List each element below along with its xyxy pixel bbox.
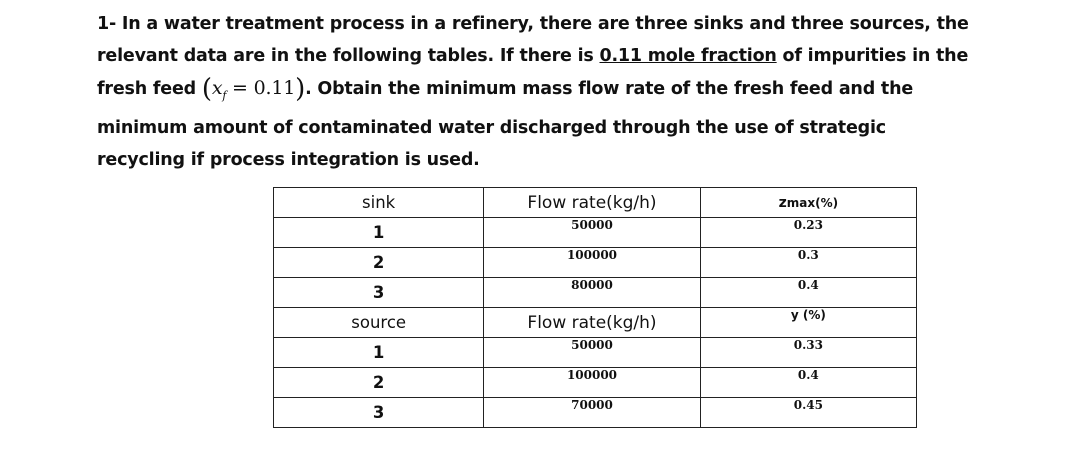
source-id: 1 <box>274 338 484 368</box>
sink-header-row <box>274 188 917 218</box>
sink-flow-header: Flow rate(kg/h) <box>484 188 700 218</box>
fresh-feed-formula: $(x_f = 0.11)$ <box>201 74 306 104</box>
formula-subscript: f <box>222 88 227 102</box>
problem-line-2-end: of impurities in the <box>776 46 969 66</box>
sink-zmax: 0.3 <box>700 248 916 278</box>
table-row <box>274 368 917 398</box>
problem-line-2-start: relevant data are in the following tables. If there is <box>97 46 600 66</box>
sink-flow: 100000 <box>484 248 700 278</box>
source-id: 2 <box>274 368 484 398</box>
sink-id: 2 <box>274 248 484 278</box>
sink-source-table <box>273 187 917 428</box>
source-flow: 70000 <box>484 398 700 428</box>
sink-id: 3 <box>274 278 484 308</box>
table-row <box>274 278 917 308</box>
table-row <box>274 338 917 368</box>
source-header-row <box>274 308 917 338</box>
source-y: 0.33 <box>700 338 916 368</box>
y-header: y (%) <box>700 308 916 338</box>
zmax-header: zmax(%) <box>700 188 916 218</box>
problem-statement <box>97 8 997 176</box>
mole-fraction-underlined: 0.11 mole fraction <box>599 46 777 66</box>
table-row <box>274 218 917 248</box>
problem-line-3-start: fresh feed <box>97 79 202 99</box>
formula-value: = 0.11 <box>226 77 296 99</box>
sink-flow: 50000 <box>484 218 700 248</box>
problem-line-3 <box>97 72 997 104</box>
problem-line-5: recycling if process integration is used. <box>97 150 480 170</box>
source-y: 0.45 <box>700 398 916 428</box>
formula-variable: x <box>211 77 223 99</box>
source-header: source <box>274 308 484 338</box>
problem-line-2 <box>97 40 997 72</box>
source-flow: 50000 <box>484 338 700 368</box>
source-flow: 100000 <box>484 368 700 398</box>
table-row <box>274 248 917 278</box>
source-id: 3 <box>274 398 484 428</box>
table-row <box>274 398 917 428</box>
sink-flow: 80000 <box>484 278 700 308</box>
sink-id: 1 <box>274 218 484 248</box>
problem-line-3-end: . Obtain the minimum mass flow rate of the fresh feed and the <box>305 79 914 99</box>
sink-zmax: 0.4 <box>700 278 916 308</box>
sink-zmax: 0.23 <box>700 218 916 248</box>
sink-header: sink <box>274 188 484 218</box>
problem-line-1: 1- In a water treatment process in a refinery, there are three sinks and three sources, the <box>97 14 969 34</box>
problem-line-4: minimum amount of contaminated water discharged through the use of strategic <box>97 118 886 138</box>
source-flow-header: Flow rate(kg/h) <box>484 308 700 338</box>
source-y: 0.4 <box>700 368 916 398</box>
